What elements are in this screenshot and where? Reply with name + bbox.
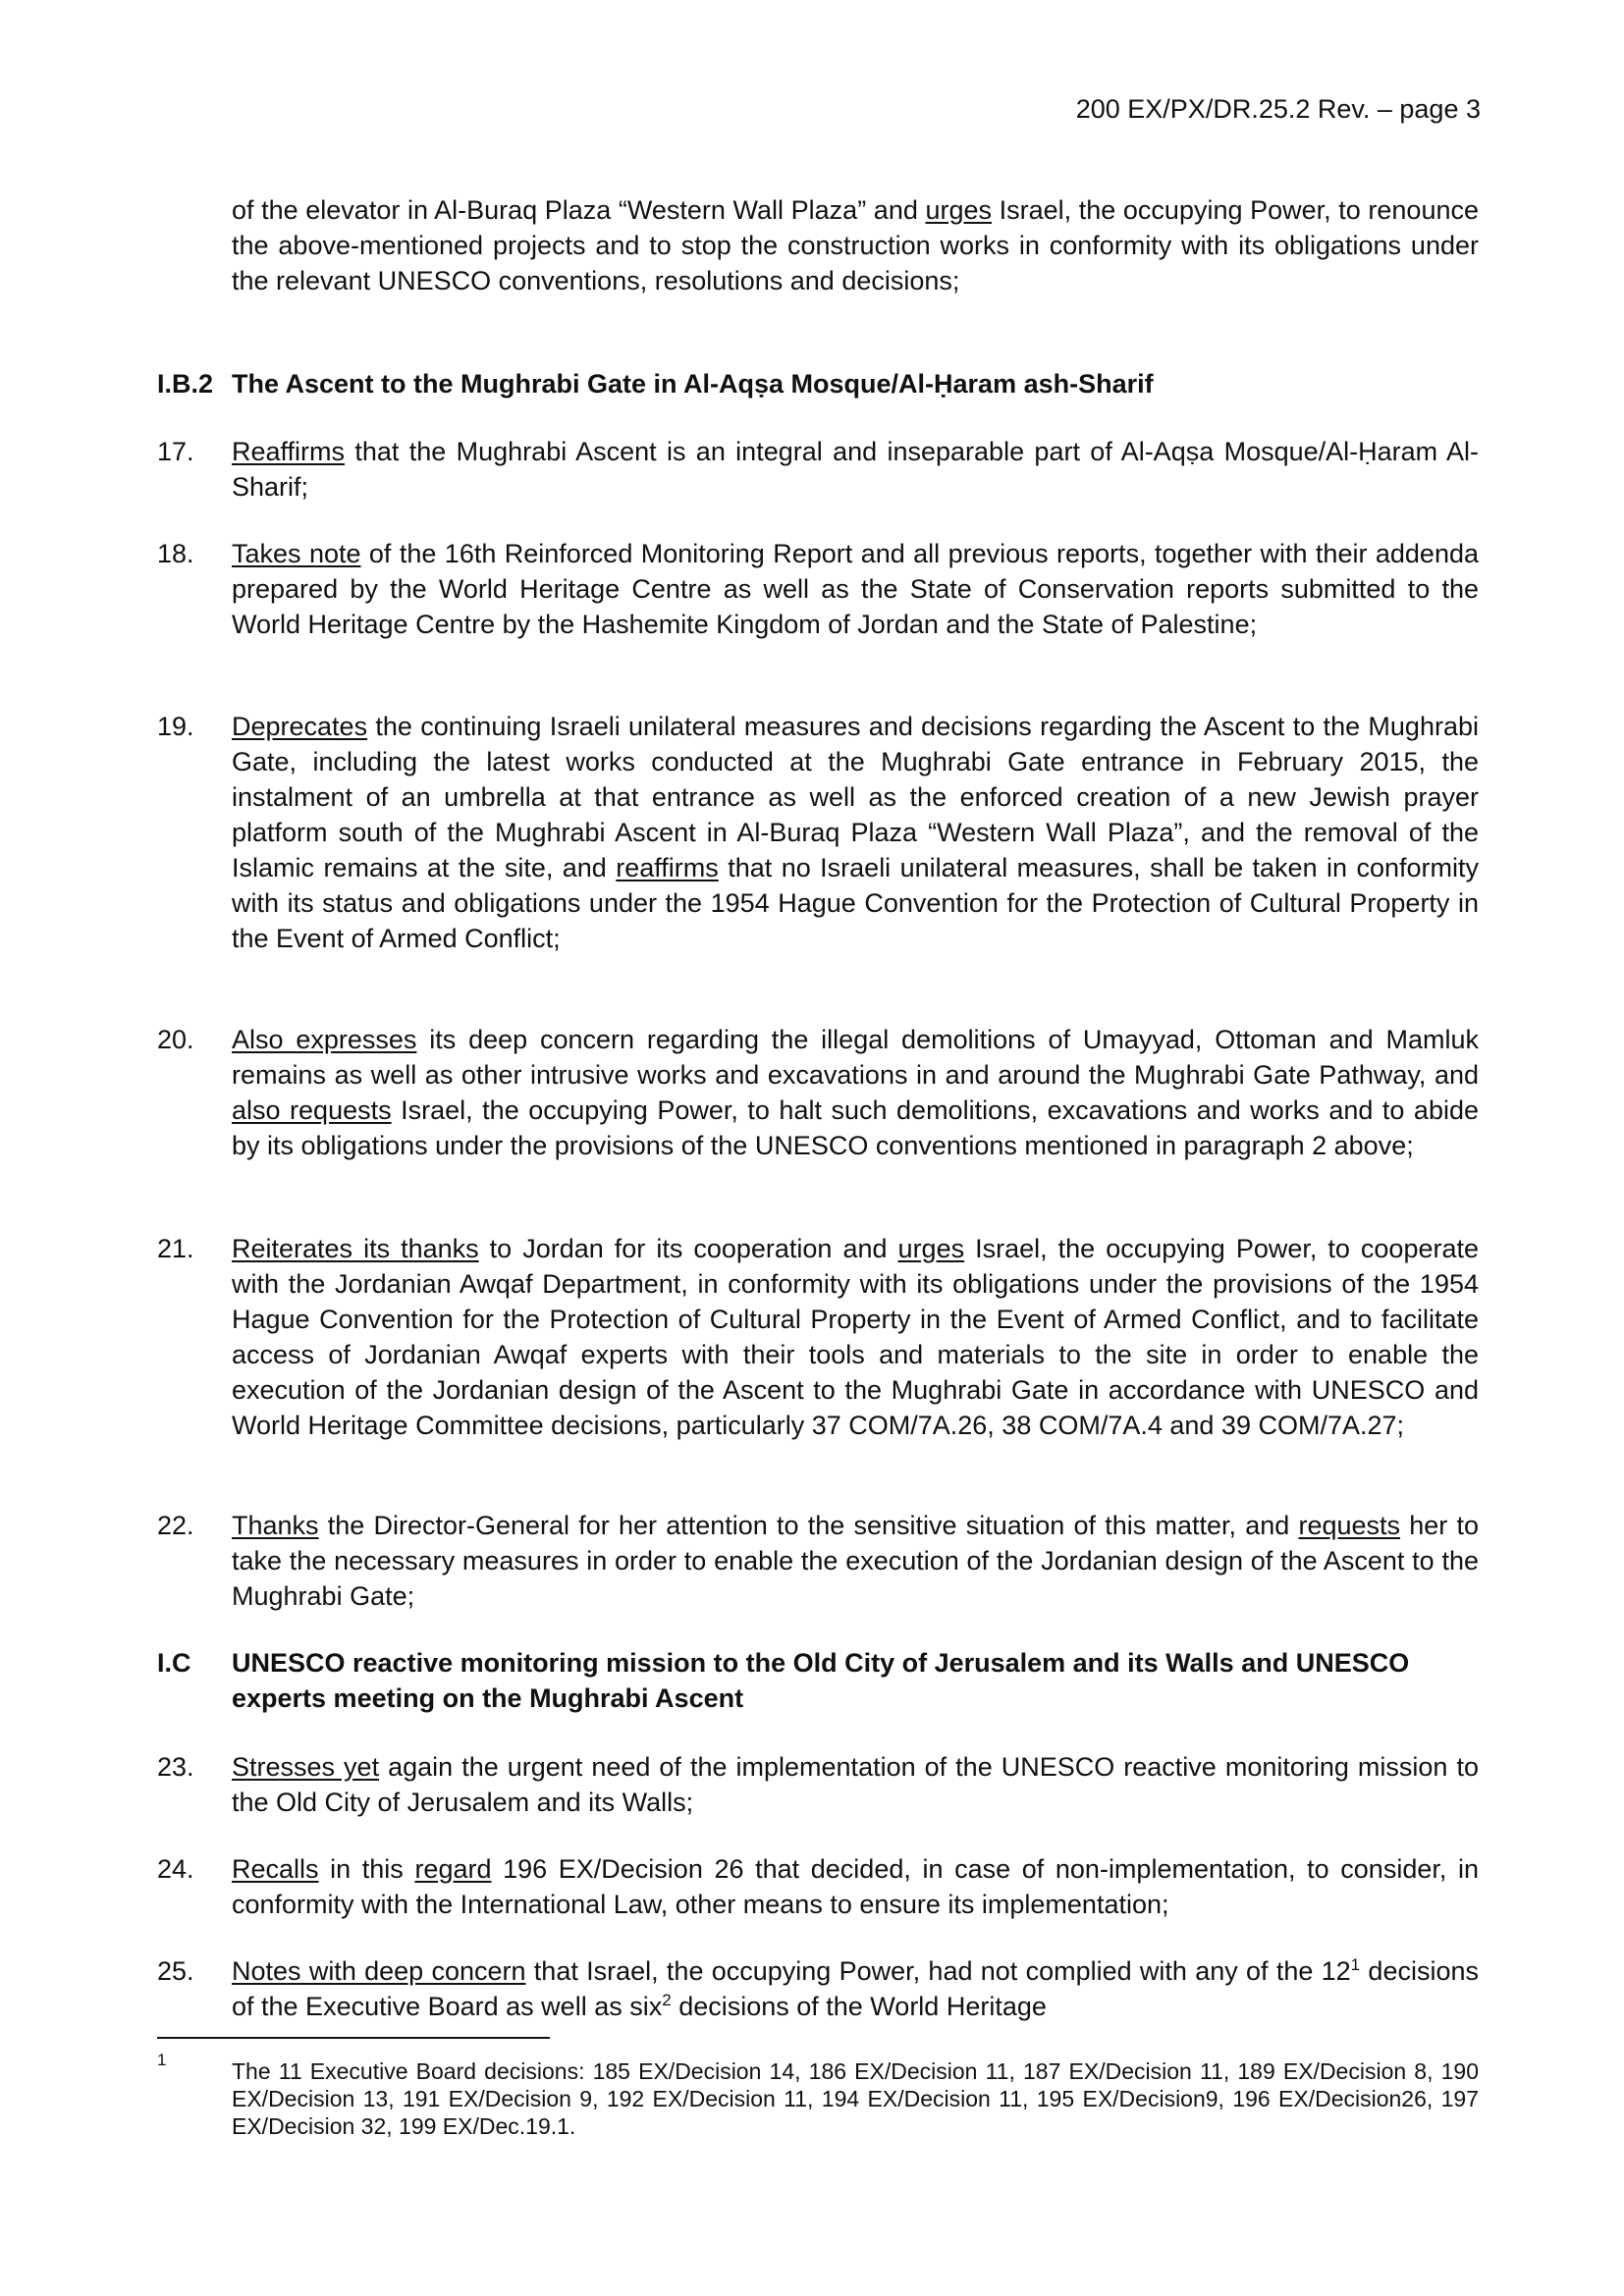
- paragraph-number-23: 23.: [157, 1752, 194, 1782]
- paragraph-19: [232, 709, 1479, 956]
- footnote-ref-1: 1: [1350, 1955, 1361, 1974]
- intro-text-2: Israel, the occupying Power, to renounce the above-mentioned projects and to stop the construction works in conformity with its obligations under the relevant UNESCO conventions, resolutions and decisions;: [232, 195, 1479, 295]
- p20-underlined-2: also requests: [232, 1095, 392, 1125]
- footnote-number: 1: [157, 2051, 167, 2069]
- p20-underlined-1: Also expresses: [232, 1025, 417, 1054]
- p17-text-1: that the Mughrabi Ascent is an integral and inseparable part of Al-Aqṣa Mosque/Al-Ḥaram Al-Sharif;: [232, 437, 1479, 502]
- p19-text-1: the continuing Israeli unilateral measures and decisions regarding the Ascent to the Mughrabi Gate, including the latest works conducted at the Mughrabi Gate entrance in February 2015, the instalment of an umbrella at that entrance as well as the enforced creation of a new Jewish prayer platform south of the Mughrabi Ascent in Al-Buraq Plaza “Western Wall Plaza”, and the removal of the Islamic remains at the site, and: [232, 712, 1479, 882]
- p21-underlined-1: Reiterates its thanks: [232, 1234, 479, 1263]
- paragraph-number-21: 21.: [157, 1234, 194, 1263]
- p25-text-3: decisions of the World Heritage: [671, 1992, 1047, 2021]
- paragraph-22: [232, 1508, 1479, 1614]
- p25-underlined-1: Notes with deep concern: [232, 1956, 526, 1986]
- p18-underlined-1: Takes note: [232, 539, 361, 568]
- section-number-ib2: I.B.2: [157, 369, 214, 399]
- section-number-ic: I.C: [157, 1648, 191, 1678]
- intro-paragraph: [232, 192, 1479, 298]
- p24-underlined-1: Recalls: [232, 1854, 319, 1884]
- p20-text-1: its deep concern regarding the illegal demolitions of Umayyad, Ottoman and Mamluk remains as well as other intrusive works and excavations in and around the Mughrabi Gate Pathway, and: [232, 1025, 1479, 1090]
- intro-text-1: of the elevator in Al-Buraq Plaza “Western Wall Plaza” and: [232, 195, 926, 225]
- paragraph-number-18: 18.: [157, 539, 194, 568]
- p19-underlined-2: reaffirms: [616, 853, 719, 882]
- p17-underlined-1: Reaffirms: [232, 437, 346, 466]
- paragraph-18: [232, 536, 1479, 642]
- paragraph-number-24: 24.: [157, 1854, 194, 1884]
- p22-underlined-1: Thanks: [232, 1511, 319, 1540]
- section-title-ib2: The Ascent to the Mughrabi Gate in Al-Aqṣa Mosque/Al-Ḥaram ash-Sharif: [232, 369, 1154, 399]
- paragraph-20: [232, 1022, 1479, 1163]
- paragraph-number-17: 17.: [157, 437, 194, 466]
- p21-text-2: Israel, the occupying Power, to cooperate with the Jordanian Awqaf Department, in conformity with its obligations under the provisions of the 1954 Hague Convention for the Protection of Cultural Property in the Event of Armed Conflict, and to facilitate access of Jordanian Awqaf experts with their tools and materials to the site in order to enable the execution of the Jordanian design of the Ascent to the Mughrabi Gate in accordance with UNESCO and World Heritage Committee decisions, particularly 37 COM/7A.26, 38 COM/7A.4 and 39 COM/7A.27;: [232, 1234, 1480, 1440]
- p24-text-1: in this: [318, 1854, 415, 1884]
- p24-text-2: 196 EX/Decision 26 that decided, in case of non-implementation, to consider, in conformity with the International Law, other means to ensure its implementation;: [232, 1854, 1479, 1919]
- paragraph-25: [232, 1953, 1479, 2024]
- p22-text-2: her to take the necessary measures in order to enable the execution of the Jordanian design of the Ascent to the Mughrabi Gate;: [232, 1511, 1479, 1611]
- paragraph-23: [232, 1749, 1479, 1820]
- p22-text-1: the Director-General for her attention to the sensitive situation of this matter, and: [318, 1511, 1299, 1540]
- section-title-ic: UNESCO reactive monitoring mission to the Old City of Jerusalem and its Walls and UNESCO experts meeting on the Mughrabi Ascent: [232, 1648, 1410, 1713]
- paragraph-number-20: 20.: [157, 1025, 194, 1054]
- page-header: 200 EX/PX/DR.25.2 Rev. – page 3: [1075, 94, 1481, 124]
- p19-text-2: that no Israeli unilateral measures, shall be taken in conformity with its status and obligations under the 1954 Hague Convention for the Protection of Cultural Property in the Event of Armed Conflict;: [232, 853, 1479, 953]
- p23-text-1: again the urgent need of the implementation of the UNESCO reactive monitoring mission to the Old City of Jerusalem and its Walls;: [232, 1752, 1479, 1817]
- p18-text-1: of the 16th Reinforced Monitoring Report and all previous reports, together with their addenda prepared by the World Heritage Centre as well as the State of Conservation reports submitted to the World Heritage Centre by the Hashemite Kingdom of Jordan and the State of Palestine;: [232, 539, 1479, 639]
- paragraph-21: [232, 1231, 1479, 1443]
- footnote-separator: [157, 2037, 550, 2039]
- p20-text-2: Israel, the occupying Power, to halt such demolitions, excavations and works and to abide by its obligations under the provisions of the UNESCO conventions mentioned in paragraph 2 above;: [232, 1095, 1479, 1160]
- p24-underlined-2: regard: [414, 1854, 492, 1884]
- paragraph-number-19: 19.: [157, 712, 194, 741]
- paragraph-24: [232, 1851, 1479, 1922]
- p25-text-1: that Israel, the occupying Power, had not complied with any of the 12: [525, 1956, 1351, 1986]
- p23-underlined-1: Stresses yet: [232, 1752, 380, 1782]
- footnote-text: The 11 Executive Board decisions: 185 EX/Decision 14, 186 EX/Decision 11, 187 EX/Decision 11, 189 EX/Decision 8, 190 EX/Decision 13, 191 EX/Decision 9, 192 EX/Decision 11, 194 EX/Decision 11, 195 EX/Decision9, 196 EX/Decision26, 197 EX/Decision 32, 199 EX/Dec.19.1.: [232, 2058, 1479, 2139]
- footnote-ref-2: 2: [662, 1991, 672, 2009]
- p22-underlined-2: requests: [1298, 1511, 1401, 1540]
- intro-underlined-1: urges: [925, 195, 993, 225]
- paragraph-17: [232, 434, 1479, 505]
- paragraph-number-22: 22.: [157, 1511, 194, 1540]
- p19-underlined-1: Deprecates: [232, 712, 368, 741]
- p21-text-1: to Jordan for its cooperation and: [478, 1234, 898, 1263]
- p21-underlined-2: urges: [897, 1234, 965, 1263]
- paragraph-number-25: 25.: [157, 1956, 194, 1986]
- p25-text-2: decisions of the Executive Board as well as six: [232, 1956, 1479, 2021]
